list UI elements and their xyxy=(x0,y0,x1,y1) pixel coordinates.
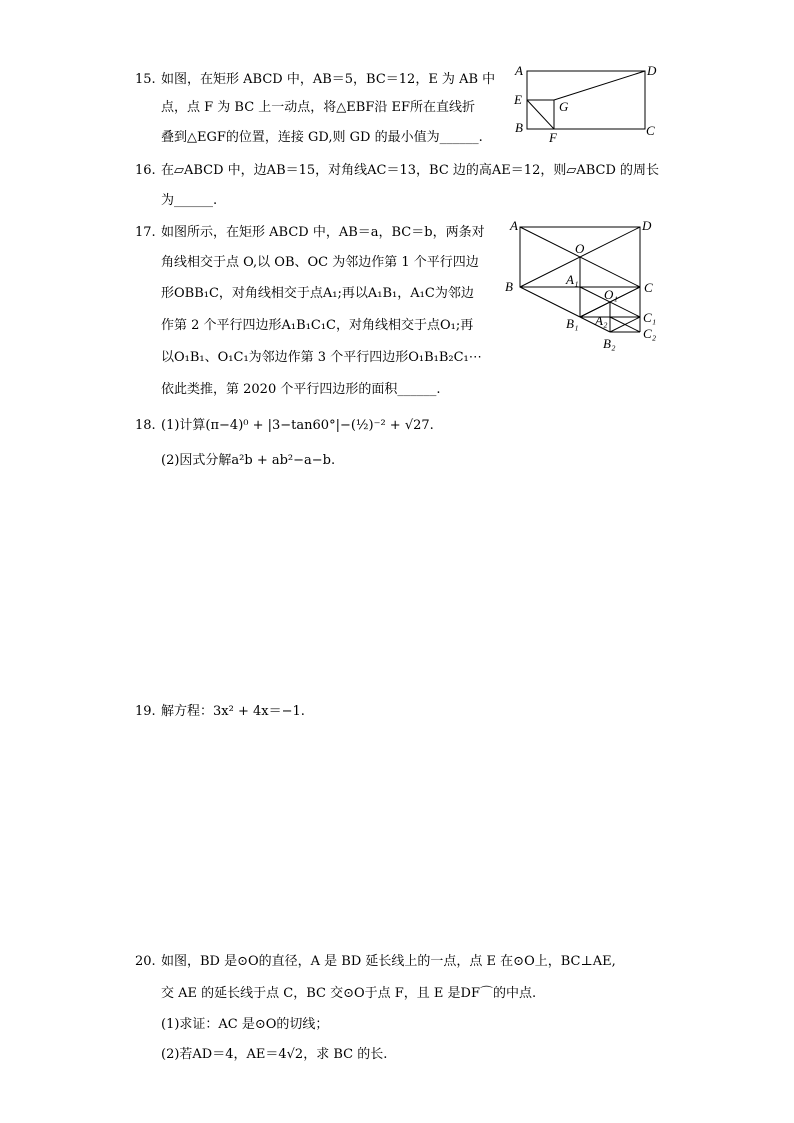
label-C: C xyxy=(644,280,653,295)
label-D: D xyxy=(642,218,652,233)
label-C1: C₁ xyxy=(643,310,657,325)
label-D: D xyxy=(647,63,657,78)
question-number: 15. xyxy=(135,72,156,87)
question-part-1: (1)求证：AC 是⊙O的切线； xyxy=(161,1017,329,1032)
question-number: 16. xyxy=(135,163,156,178)
question-number: 17. xyxy=(135,225,156,240)
label-B2: B₂ xyxy=(603,336,616,351)
label-A: A xyxy=(510,218,518,233)
label-B: B xyxy=(505,279,513,294)
question-part-1: (1)计算(π−4)⁰ + |3−tan60°|−(½)⁻² + √27. xyxy=(161,418,434,433)
label-A: A xyxy=(515,63,523,78)
question-text-line: 如图，在矩形 ABCD 中，AB＝5，BC＝12，E 为 AB 中 xyxy=(161,72,496,87)
question-number: 20. xyxy=(135,954,156,969)
question-text-line: 叠到△EGF的位置，连接 GD,则 GD 的最小值为______. xyxy=(161,130,483,145)
question-part-2: (2)因式分解a²b + ab²−a−b. xyxy=(161,453,336,468)
label-C2: C₂ xyxy=(643,326,657,341)
question-text-line: 如图，BD 是⊙O的直径，A 是 BD 延长线上的一点，点 E 在⊙O上，BC⊥AE, xyxy=(161,954,616,969)
label-O: O xyxy=(575,241,585,256)
label-F: F xyxy=(549,130,557,145)
label-A1: A₁ xyxy=(566,272,579,287)
label-B: B xyxy=(515,120,523,135)
question-text-line: 在▱ABCD 中，边AB＝15，对角线AC＝13，BC 边的高AE＝12，则▱ABCD 的周长 xyxy=(161,163,660,178)
question-number: 18. xyxy=(135,418,156,433)
question-text-line: 形OBB₁C，对角线相交于点A₁;再以A₁B₁，A₁C为邻边 xyxy=(161,286,474,301)
label-E: E xyxy=(514,92,522,107)
label-G: G xyxy=(559,99,569,114)
question-text-line: 角线相交于点 O,以 OB、OC 为邻边作第 1 个平行四边 xyxy=(161,255,479,270)
question-text-line: 为______. xyxy=(161,193,218,208)
label-O1: O₁ xyxy=(604,287,618,302)
question-part-2: (2)若AD＝4，AE＝4√2，求 BC 的长. xyxy=(161,1047,388,1062)
label-A2: A₂ xyxy=(595,313,608,328)
question-number: 19. xyxy=(135,704,156,719)
question-text-line: 解方程：3x² + 4x＝−1. xyxy=(161,704,305,719)
question-text-line: 以O₁B₁、O₁C₁为邻边作第 3 个平行四边形O₁B₁B₂C₁⋯ xyxy=(161,350,482,365)
question-text-line: 交 AE 的延长线于点 C，BC 交⊙O于点 F，且 E 是DF⌒的中点. xyxy=(161,986,537,1001)
label-B1: B₁ xyxy=(566,316,579,331)
label-C: C xyxy=(646,123,655,138)
question-text-line: 如图所示，在矩形 ABCD 中，AB＝a，BC＝b，两条对 xyxy=(161,225,485,240)
figure-17-parallelograms xyxy=(500,215,670,355)
question-text-line: 作第 2 个平行四边形A₁B₁C₁C，对角线相交于点O₁;再 xyxy=(161,318,474,333)
question-text-line: 依此类推，第 2020 个平行四边形的面积______. xyxy=(161,382,441,397)
figure-15-rectangle xyxy=(508,60,668,146)
question-text-line: 点，点 F 为 BC 上一动点，将△EBF沿 EF所在直线折 xyxy=(161,100,475,115)
